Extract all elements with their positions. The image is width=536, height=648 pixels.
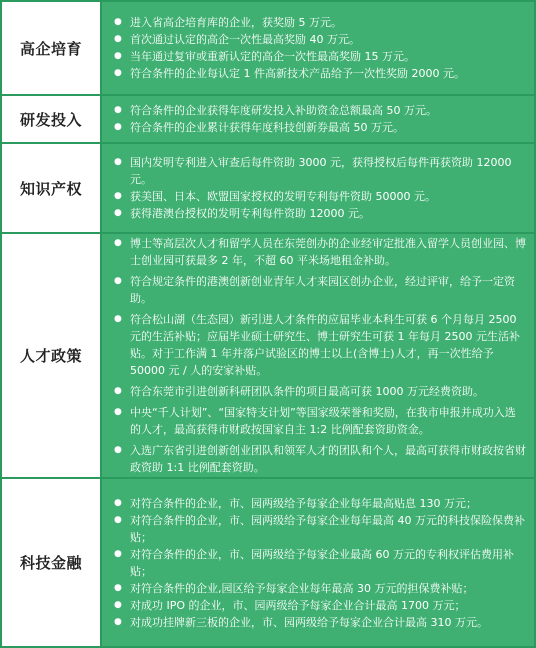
policy-item-text: 进入省高企培育库的企业，获奖励 5 万元。 (130, 16, 342, 29)
policy-item-text: 入选广东省引进创新创业团队和领军人才的团队和个人，最高可获得市财政按省财政资助 1:1 比例配套资助。 (130, 444, 526, 474)
section-category: 人才政策 (2, 234, 102, 477)
policy-item-text: 国内发明专利进入审查后每件资助 3000 元，获得授权后每件再获资助 12000 元。 (130, 156, 512, 186)
section-row (2, 2, 534, 96)
policy-item-text: 对符合条件的企业，市、园两级给予每家企业每年最高 40 万元的科技保险保费补贴； (130, 513, 525, 544)
section-category: 高企培育 (2, 2, 102, 94)
policy-item (114, 383, 526, 400)
bullet-icon: ● (114, 238, 122, 248)
policy-item (114, 205, 526, 222)
bullet-icon: ● (114, 514, 122, 525)
policy-item (114, 31, 526, 48)
policy-item (114, 614, 526, 631)
policy-item-text: 对符合条件的企业，市、园两级给予每家企业每年最高贴息 130 万元； (130, 496, 477, 510)
bullet-icon: ● (114, 122, 122, 132)
policy-item (114, 404, 526, 438)
policy-item-text: 符合条件的企业获得年度研发投入补助资金总额最高 50 万元。 (130, 104, 437, 117)
bullet-icon: ● (114, 445, 122, 455)
bullet-icon: ● (114, 314, 122, 324)
policy-item-text: 符合规定条件的港澳创新创业青年人才来园区创办企业，经过评审，给予一定资助。 (130, 275, 515, 305)
policy-item (114, 273, 526, 307)
policy-item-text: 博士等高层次人才和留学人员在东莞创办的企业经审定批准入留学人员创业园、博士创业园可获最多 2 年，不超 60 平米场地租金补助。 (130, 237, 526, 267)
policy-item-text: 首次通过认定的高企一次性最高奖励 40 万元。 (130, 33, 360, 46)
policy-item-text: 对成功挂牌新三板的企业，市、园两级给予每家企业合计最高 310 万元。 (130, 615, 488, 629)
section-row (2, 144, 534, 234)
policy-item-text: 符合条件的企业累计获得年度科技创新券最高 50 万元。 (130, 121, 404, 134)
policy-item (114, 102, 526, 119)
bullet-icon: ● (114, 17, 122, 27)
policy-item-text: 获美国、日本、欧盟国家授权的发明专利每件资助 50000 元。 (130, 190, 436, 203)
policy-item-text: 符合东莞市引进创新科研团队条件的项目最高可获 1000 万元经费资助。 (130, 385, 484, 398)
policy-item (114, 188, 526, 205)
bullet-icon: ● (114, 208, 122, 218)
bullet-icon: ● (114, 276, 122, 286)
bullet-icon: ● (114, 105, 122, 115)
section-items (102, 96, 534, 142)
policy-item (114, 311, 526, 379)
policy-item (114, 546, 526, 580)
policy-item-text: 符合松山湖（生态园）新引进人才条件的应届毕业本科生可获 6 个月每月 2500 元的生活补贴；应届毕业硕士研究生、博士研究生可获 1 年每月 2500 元生活补贴。对于工作满 1 年并落户试验区的博士以上(含博士)人才，再一次性给予 50000 元 / 人的安家补贴。 (130, 313, 520, 377)
policy-item (114, 48, 526, 65)
policy-item-text: 对符合条件的企业,园区给予每家企业每年最高 30 万元的担保费补贴； (130, 581, 474, 595)
bullet-icon: ● (114, 548, 122, 559)
policy-item-text: 当年通过复审或重新认定的高企一次性最高奖励 15 万元。 (130, 50, 415, 63)
section-category: 知识产权 (2, 144, 102, 232)
policy-item (114, 597, 526, 614)
bullet-icon: ● (114, 497, 122, 508)
bullet-icon: ● (114, 191, 122, 201)
bullet-icon: ● (114, 157, 122, 167)
section-row (2, 479, 534, 646)
section-category: 研发投入 (2, 96, 102, 142)
section-category: 科技金融 (2, 479, 102, 646)
bullet-icon: ● (114, 51, 122, 61)
section-row (2, 96, 534, 144)
policy-item-text: 对成功 IPO 的企业，市、园两级给予每家企业合计最高 1700 万元； (130, 598, 466, 612)
policy-item (114, 235, 526, 269)
section-items (102, 234, 534, 477)
policy-item-text: 获得港澳台授权的发明专利每件资助 12000 元。 (130, 207, 370, 220)
policy-item (114, 580, 526, 597)
section-row (2, 234, 534, 479)
section-items (102, 144, 534, 232)
policy-item (114, 14, 526, 31)
policy-item-text: 符合条件的企业每认定 1 件高新技术产品给予一次性奖励 2000 元。 (130, 67, 465, 80)
policy-item-text: 对符合条件的企业，市、园两级给予每家企业最高 60 万元的专利权评估费用补贴； (130, 547, 514, 578)
bullet-icon: ● (114, 582, 122, 593)
bullet-icon: ● (114, 34, 122, 44)
policy-item-text: 中央“千人计划”、“国家特支计划”等国家级荣誉和奖励，在我市申报并成功入选的人才，最高获得市财政按国家自主 1:2 比例配套资助资金。 (130, 406, 516, 436)
bullet-icon: ● (114, 68, 122, 78)
policy-item (114, 154, 526, 188)
policy-item (114, 495, 526, 512)
bullet-icon: ● (114, 599, 122, 610)
bullet-icon: ● (114, 616, 122, 627)
section-items (102, 2, 534, 94)
policy-item (114, 119, 526, 136)
policy-item (114, 512, 526, 546)
bullet-icon: ● (114, 386, 122, 396)
policy-item (114, 442, 526, 476)
section-items (102, 479, 534, 646)
policy-item (114, 65, 526, 82)
bullet-icon: ● (114, 407, 122, 417)
